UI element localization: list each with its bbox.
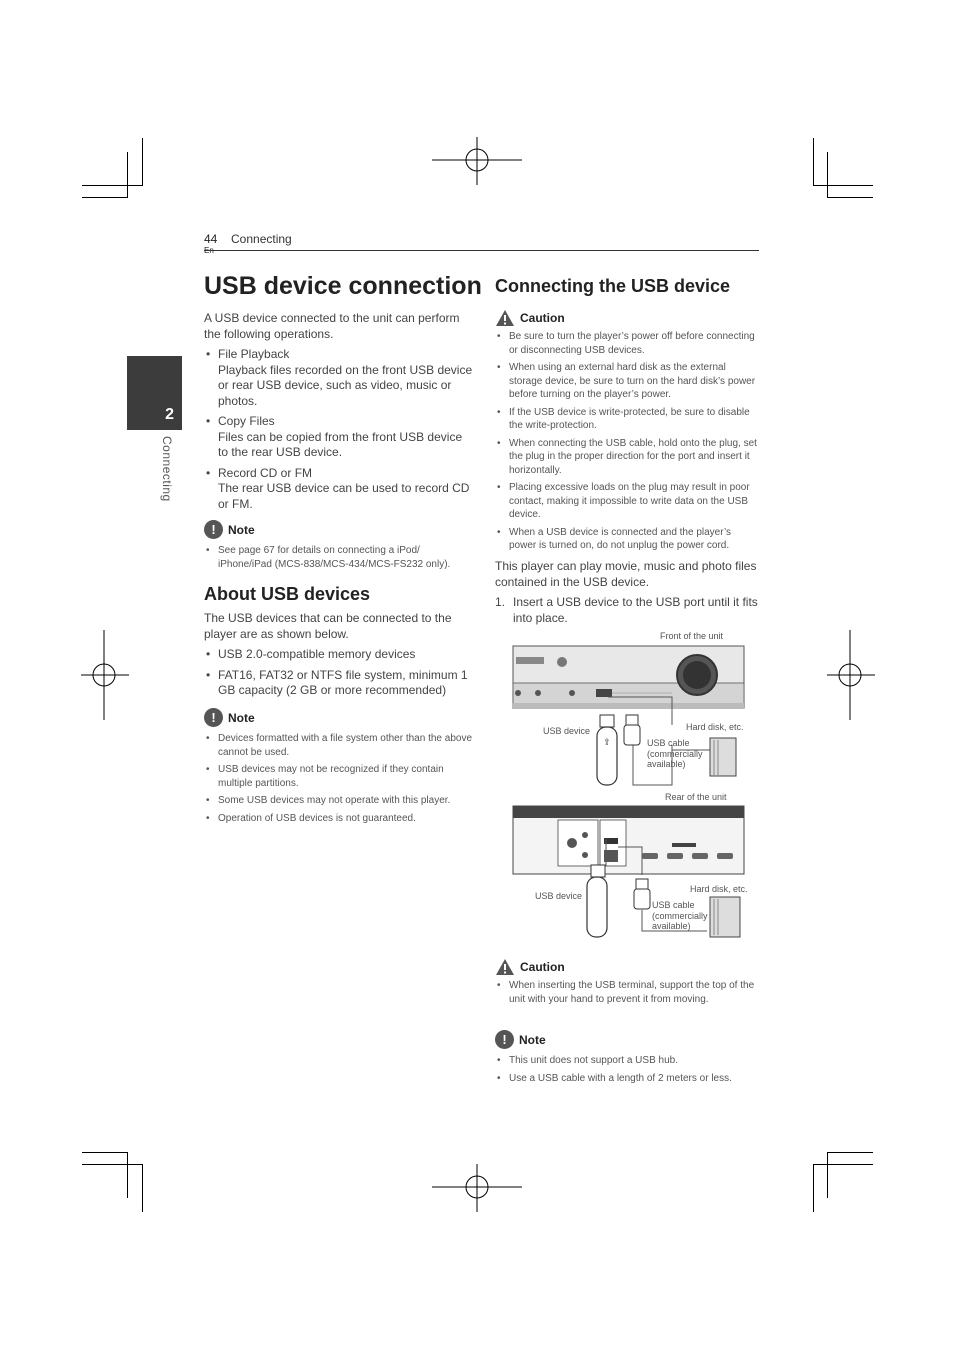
rear-hard-disk-label: Hard disk, etc.: [690, 884, 748, 894]
front-cable-label: USB cable (commercially available): [647, 738, 703, 769]
chapter-tab-number: 2: [165, 406, 174, 423]
exclamation-icon: !: [204, 520, 223, 539]
list-item: • Operation of USB devices is not guaranteed.: [204, 812, 474, 826]
about-block: [204, 611, 474, 699]
caution-block-2: [495, 958, 760, 1006]
note-list: [495, 1054, 760, 1085]
registration-mark-bottom: [432, 1142, 522, 1232]
caution-block-1: [495, 309, 760, 553]
list-item: • When connecting the USB cable, hold onto the plug, set the plug in the proper direction for the port and insert it horizontally.: [495, 437, 760, 478]
list-item: • Placing excessive loads on the plug may result in poor contact, making it impossible to write data on the USB device.: [495, 481, 760, 522]
note-label: Note: [228, 522, 255, 537]
page-number: 44: [204, 232, 218, 246]
list-item: • USB 2.0-compatible memory devices: [204, 647, 474, 663]
list-item: [204, 466, 474, 513]
note-block-3: [495, 1030, 760, 1085]
list-item: • This unit does not support a USB hub.: [495, 1054, 760, 1068]
caution-heading: [495, 309, 760, 327]
warning-triangle-icon: [495, 958, 515, 976]
note-block-1: [204, 520, 474, 571]
note-label: Note: [519, 1032, 546, 1047]
list-item: [204, 414, 474, 461]
registration-mark-left: [59, 630, 149, 720]
caution-list: [495, 979, 760, 1006]
front-caption: Front of the unit: [660, 631, 724, 641]
note-block-2: [204, 708, 474, 825]
rear-cable-label: USB cable (commercially available): [652, 900, 708, 931]
step-number: 1.: [495, 595, 506, 609]
page-title: USB device connection: [204, 272, 482, 300]
section-title: Connecting: [231, 232, 292, 246]
rear-usb-device-label: USB device: [535, 891, 583, 901]
play-info-block: [495, 559, 760, 626]
exclamation-icon: !: [495, 1030, 514, 1049]
note-list: [204, 544, 474, 571]
operation-desc: Files can be copied from the front USB device to the rear USB device.: [218, 429, 463, 459]
registration-mark-top: [432, 115, 522, 205]
about-intro: The USB devices that can be connected to the player are as shown below.: [204, 611, 452, 641]
caution-heading: [495, 958, 760, 976]
list-item: • FAT16, FAT32 or NTFS file system, minimum 1 GB capacity (2 GB or more recommended): [204, 668, 474, 699]
list-item: • See page 67 for details on connecting a iPod/ iPhone/iPad (MCS-838/MCS-434/MCS-FS232 only).: [204, 544, 474, 571]
intro-text: A USB device connected to the unit can perform the following operations.: [204, 311, 460, 341]
chapter-tab: [127, 356, 182, 430]
caution-label: Caution: [520, 311, 565, 325]
note-heading: [495, 1030, 760, 1049]
step-1: [495, 595, 760, 626]
list-item: • Be sure to turn the player’s power off before connecting or disconnecting USB devices.: [495, 330, 760, 357]
operation-desc: The rear USB device can be used to record CD or FM.: [218, 481, 470, 511]
note-list: [204, 732, 474, 825]
rear-caption: Rear of the unit: [665, 792, 727, 802]
play-info-text: This player can play movie, music and photo files contained in the USB device.: [495, 559, 757, 589]
list-item: • USB devices may not be recognized if they contain multiple partitions.: [204, 763, 474, 790]
front-usb-device-label: USB device: [543, 726, 591, 736]
registration-mark-right: [805, 630, 895, 720]
step-text: Insert a USB device to the USB port until it fits into place.: [513, 595, 758, 625]
list-item: • Use a USB cable with a length of 2 meters or less.: [495, 1072, 760, 1086]
list-item: [204, 347, 474, 409]
operation-title: • Record CD or FM: [218, 465, 313, 480]
warning-triangle-icon: [495, 309, 515, 327]
about-heading: About USB devices: [204, 584, 371, 604]
list-item: • Some USB devices may not operate with this player.: [204, 794, 474, 808]
note-heading: [204, 708, 474, 727]
operations-list: [204, 347, 474, 512]
list-item: • If the USB device is write-protected, be sure to disable the write-protection.: [495, 406, 760, 433]
list-item: • When a USB device is connected and the player’s power is turned on, do not unplug the power cord.: [495, 526, 760, 553]
note-heading: [204, 520, 474, 539]
operation-title: • Copy Files: [218, 414, 275, 428]
caution-list: [495, 330, 760, 553]
list-item: • When inserting the USB terminal, support the top of the unit with your hand to prevent it from moving.: [495, 979, 760, 1006]
intro-block: [204, 311, 474, 512]
svg-text:⇪: ⇪: [603, 737, 611, 747]
operation-title: • File Playback: [218, 347, 290, 361]
list-item: • Devices formatted with a file system other than the above cannot be used.: [204, 732, 474, 759]
about-list: [204, 647, 474, 699]
connecting-heading: Connecting the USB device: [495, 276, 731, 296]
header-rule: [204, 250, 759, 251]
exclamation-icon: !: [204, 708, 223, 727]
operation-desc: Playback files recorded on the front USB device or rear USB device, such as video, music or photos.: [218, 362, 473, 408]
caution-label: Caution: [520, 960, 565, 974]
note-label: Note: [228, 710, 255, 725]
list-item: • When using an external hard disk as the external storage device, be sure to turn on the hard disk’s power before turning on the player’s power.: [495, 361, 760, 402]
front-hard-disk-label: Hard disk, etc.: [686, 722, 744, 732]
chapter-tab-label: Connecting: [160, 436, 174, 502]
